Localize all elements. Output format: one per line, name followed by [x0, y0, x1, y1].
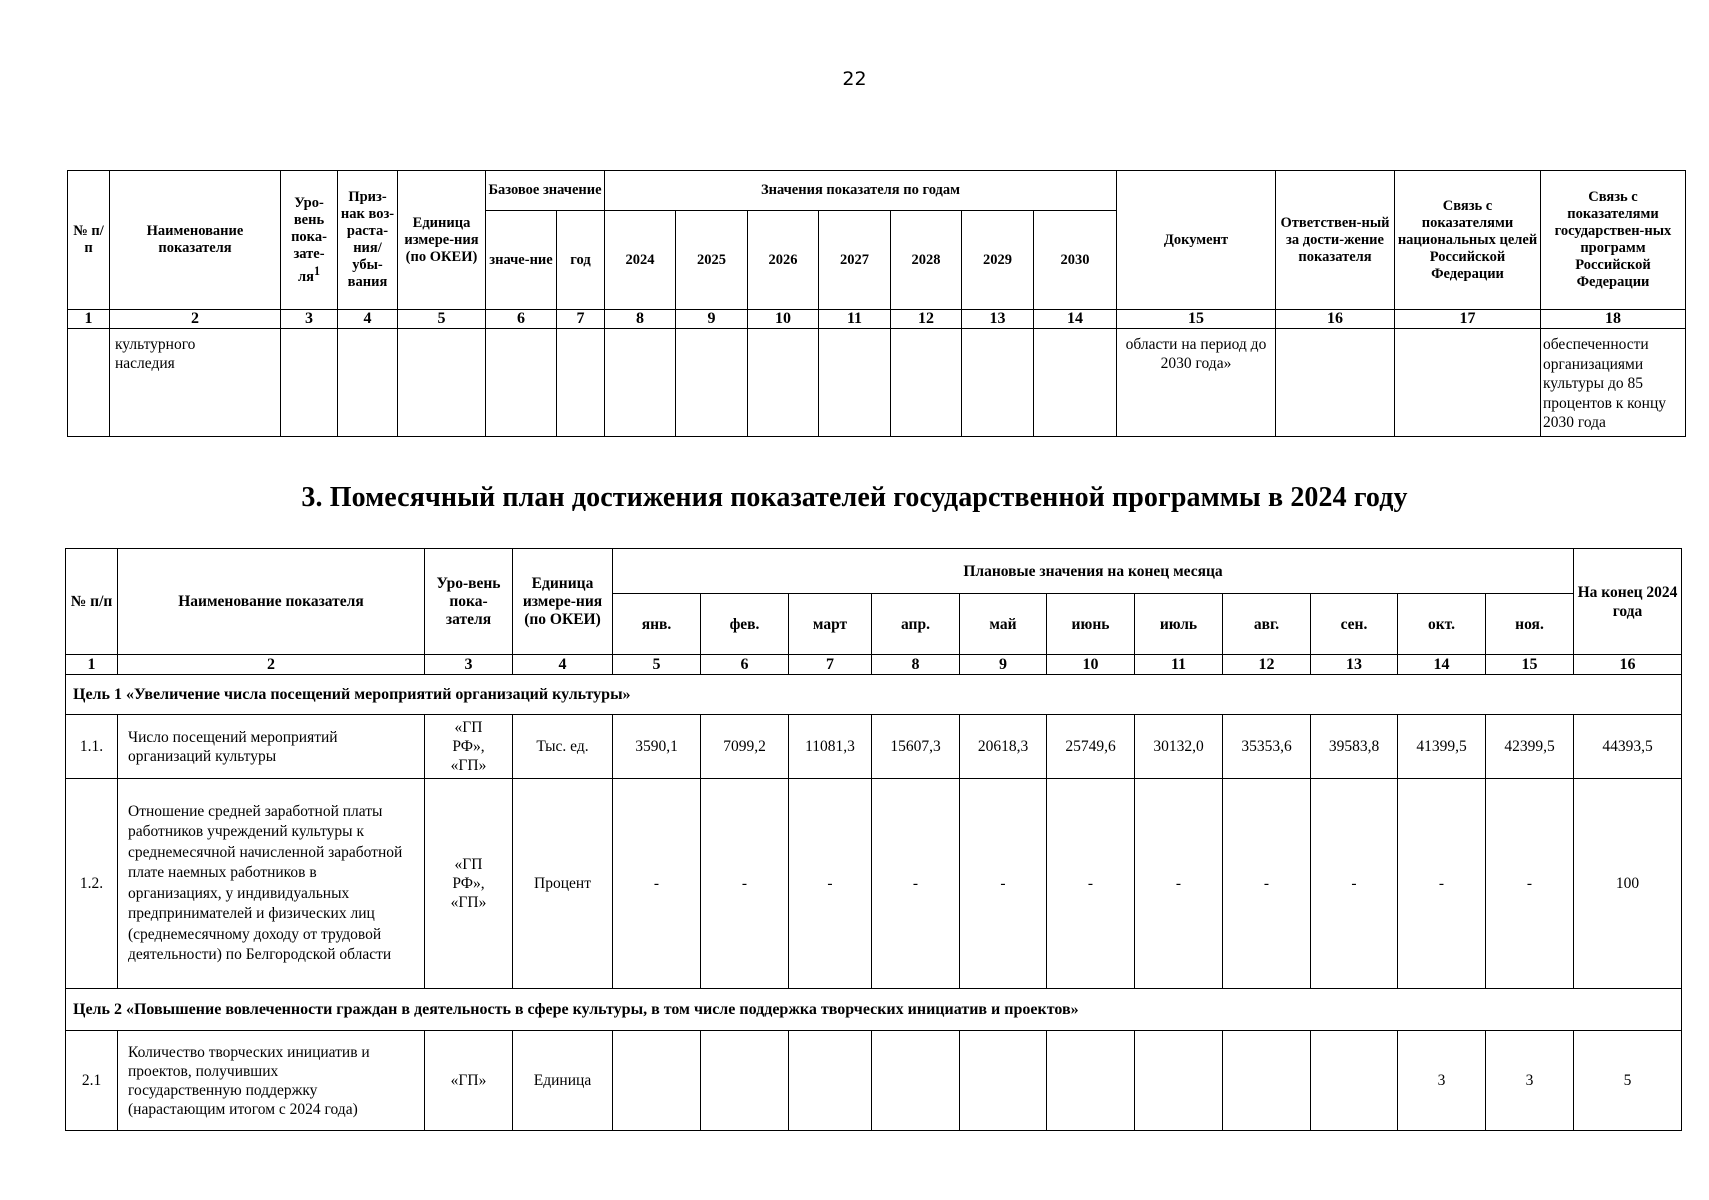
cell-value — [1311, 1031, 1398, 1131]
header-year: 2025 — [676, 211, 748, 310]
column-number: 5 — [398, 310, 486, 329]
monthly-plan-table — [65, 548, 1682, 1131]
column-number: 9 — [676, 310, 748, 329]
header-month: фев. — [701, 594, 789, 655]
header-month: авг. — [1223, 594, 1311, 655]
cell-value: - — [1223, 779, 1311, 989]
cell-value: 3590,1 — [613, 715, 701, 779]
cell-value — [1047, 1031, 1135, 1131]
column-number: 6 — [486, 310, 557, 329]
cell-year-end: 5 — [1574, 1031, 1682, 1131]
column-numbers-row — [68, 310, 1686, 329]
column-number: 3 — [425, 655, 513, 675]
cell-year-end: 100 — [1574, 779, 1682, 989]
column-number: 6 — [701, 655, 789, 675]
cell-value: - — [789, 779, 872, 989]
column-number: 4 — [338, 310, 398, 329]
cell-value: - — [1047, 779, 1135, 989]
header-year: 2026 — [748, 211, 819, 310]
header-month: ноя. — [1486, 594, 1574, 655]
column-number: 7 — [557, 310, 605, 329]
goal-row — [66, 989, 1682, 1031]
cell-value: - — [872, 779, 960, 989]
header-link-national: Связь с показателями национальных целей Российской Федерации — [1395, 171, 1541, 310]
cell-empty — [1395, 329, 1541, 437]
cell-num — [68, 329, 110, 437]
header-num: № п/п — [68, 171, 110, 310]
header-name: Наименование показателя — [118, 549, 425, 655]
cell-empty — [605, 329, 676, 437]
column-number: 14 — [1398, 655, 1486, 675]
cell-value — [872, 1031, 960, 1131]
table-row — [66, 779, 1682, 989]
cell-value — [789, 1031, 872, 1131]
column-number: 9 — [960, 655, 1047, 675]
column-number: 12 — [891, 310, 962, 329]
column-number: 8 — [872, 655, 960, 675]
cell-name: культурного наследия — [110, 329, 281, 437]
cell-level: «ГП» — [425, 1031, 513, 1131]
cell-name: Количество творческих инициатив и проектов, получивших государственную поддержку (нарастающим итогом с 2024 года) — [118, 1031, 425, 1131]
cell-value: 42399,5 — [1486, 715, 1574, 779]
column-number: 2 — [110, 310, 281, 329]
header-link-state: Связь с показателями государствен-ных программ Российской Федерации — [1541, 171, 1686, 310]
header-month: янв. — [613, 594, 701, 655]
cell-value: 3 — [1398, 1031, 1486, 1131]
header-year: 2024 — [605, 211, 676, 310]
cell-empty — [486, 329, 557, 437]
cell-empty — [1276, 329, 1395, 437]
header-year: 2028 — [891, 211, 962, 310]
column-number: 16 — [1276, 310, 1395, 329]
header-month: март — [789, 594, 872, 655]
header-num: № п/п — [66, 549, 118, 655]
goal-2-title: Цель 2 «Повышение вовлеченности граждан в деятельность в сфере культуры, в том числе поддержка творческих инициатив и проектов» — [66, 989, 1682, 1031]
column-number: 10 — [748, 310, 819, 329]
table-row — [68, 329, 1686, 437]
column-number: 11 — [819, 310, 891, 329]
cell-num: 1.1. — [66, 715, 118, 779]
column-number: 1 — [68, 310, 110, 329]
column-number: 2 — [118, 655, 425, 675]
column-number: 11 — [1135, 655, 1223, 675]
header-months-group: Плановые значения на конец месяца — [613, 549, 1574, 594]
cell-value: 20618,3 — [960, 715, 1047, 779]
cell-empty — [891, 329, 962, 437]
cell-value — [960, 1031, 1047, 1131]
cell-document: области на период до 2030 года» — [1117, 329, 1276, 437]
cell-value: 15607,3 — [872, 715, 960, 779]
table-row — [66, 715, 1682, 779]
cell-unit: Единица — [513, 1031, 613, 1131]
cell-level: «ГП РФ», «ГП» — [425, 715, 513, 779]
header-responsible: Ответствен-ный за дости-жение показателя — [1276, 171, 1395, 310]
table-row — [66, 1031, 1682, 1131]
column-number: 4 — [513, 655, 613, 675]
cell-value: 11081,3 — [789, 715, 872, 779]
cell-level: «ГП РФ», «ГП» — [425, 779, 513, 989]
cell-value: - — [1135, 779, 1223, 989]
footnote-mark: 1 — [313, 263, 321, 278]
header-name: Наименование показателя — [110, 171, 281, 310]
cell-empty — [1034, 329, 1117, 437]
cell-value — [701, 1031, 789, 1131]
cell-value: - — [960, 779, 1047, 989]
header-level — [281, 171, 338, 310]
header-month: июнь — [1047, 594, 1135, 655]
header-month: май — [960, 594, 1047, 655]
header-month: сен. — [1311, 594, 1398, 655]
cell-value: 41399,5 — [1398, 715, 1486, 779]
header-month: апр. — [872, 594, 960, 655]
cell-value — [613, 1031, 701, 1131]
column-number: 16 — [1574, 655, 1682, 675]
cell-unit: Тыс. ед. — [513, 715, 613, 779]
header-year: 2030 — [1034, 211, 1117, 310]
cell-value: 3 — [1486, 1031, 1574, 1131]
header-year: 2029 — [962, 211, 1034, 310]
cell-value: 39583,8 — [1311, 715, 1398, 779]
cell-value: - — [1311, 779, 1398, 989]
header-year: 2027 — [819, 211, 891, 310]
indicators-table — [67, 170, 1686, 437]
cell-name: Отношение средней заработной платы работников учреждений культуры к среднемесячной начисленной заработной плате наемных работников в организациях, у индивидуальных предпринимателей и физических лиц (среднемесячному доходу от трудовой деятельности) по Белгородской области — [118, 779, 425, 989]
cell-empty — [819, 329, 891, 437]
header-sign: Приз-нак воз-раста-ния/ убы-вания — [338, 171, 398, 310]
goal-1-title: Цель 1 «Увеличение числа посещений мероприятий организаций культуры» — [66, 675, 1682, 715]
cell-value: - — [1486, 779, 1574, 989]
cell-value: 25749,6 — [1047, 715, 1135, 779]
header-year-end: На конец 2024 года — [1574, 549, 1682, 655]
column-number: 8 — [605, 310, 676, 329]
cell-value: - — [613, 779, 701, 989]
header-base-year: год — [557, 211, 605, 310]
header-base-value: значе-ние — [486, 211, 557, 310]
cell-empty — [676, 329, 748, 437]
cell-empty — [557, 329, 605, 437]
header-level-text: Уро-вень пока-зате-ля — [291, 194, 327, 285]
cell-value — [1135, 1031, 1223, 1131]
header-document: Документ — [1117, 171, 1276, 310]
column-number: 13 — [962, 310, 1034, 329]
column-number: 17 — [1395, 310, 1541, 329]
cell-num: 1.2. — [66, 779, 118, 989]
page-number: 22 — [842, 68, 867, 90]
cell-unit: Процент — [513, 779, 613, 989]
goal-row — [66, 675, 1682, 715]
cell-num: 2.1 — [66, 1031, 118, 1131]
cell-value: 7099,2 — [701, 715, 789, 779]
column-number: 1 — [66, 655, 118, 675]
cell-empty — [281, 329, 338, 437]
section-title: 3. Помесячный план достижения показателей государственной программы в 2024 году — [301, 482, 1408, 513]
cell-value: 35353,6 — [1223, 715, 1311, 779]
header-base: Базовое значение — [486, 171, 605, 211]
column-number: 5 — [613, 655, 701, 675]
cell-value: 30132,0 — [1135, 715, 1223, 779]
cell-value: - — [701, 779, 789, 989]
cell-value: - — [1398, 779, 1486, 989]
cell-empty — [398, 329, 486, 437]
header-unit: Единица измере-ния (по ОКЕИ) — [398, 171, 486, 310]
column-number: 13 — [1311, 655, 1398, 675]
column-number: 14 — [1034, 310, 1117, 329]
column-number: 10 — [1047, 655, 1135, 675]
column-number: 18 — [1541, 310, 1686, 329]
column-number: 15 — [1486, 655, 1574, 675]
column-number: 12 — [1223, 655, 1311, 675]
column-numbers-row — [66, 655, 1682, 675]
cell-value — [1223, 1031, 1311, 1131]
cell-name: Число посещений мероприятий организаций культуры — [118, 715, 425, 779]
header-month: окт. — [1398, 594, 1486, 655]
header-level: Уро-вень пока-зателя — [425, 549, 513, 655]
cell-empty — [962, 329, 1034, 437]
header-unit: Единица измере-ния (по ОКЕИ) — [513, 549, 613, 655]
cell-link-state: обеспеченности организациями культуры до 85 процентов к концу 2030 года — [1541, 329, 1686, 437]
column-number: 7 — [789, 655, 872, 675]
header-month: июль — [1135, 594, 1223, 655]
cell-empty — [748, 329, 819, 437]
column-number: 3 — [281, 310, 338, 329]
cell-year-end: 44393,5 — [1574, 715, 1682, 779]
header-years-group: Значения показателя по годам — [605, 171, 1117, 211]
column-number: 15 — [1117, 310, 1276, 329]
cell-empty — [338, 329, 398, 437]
